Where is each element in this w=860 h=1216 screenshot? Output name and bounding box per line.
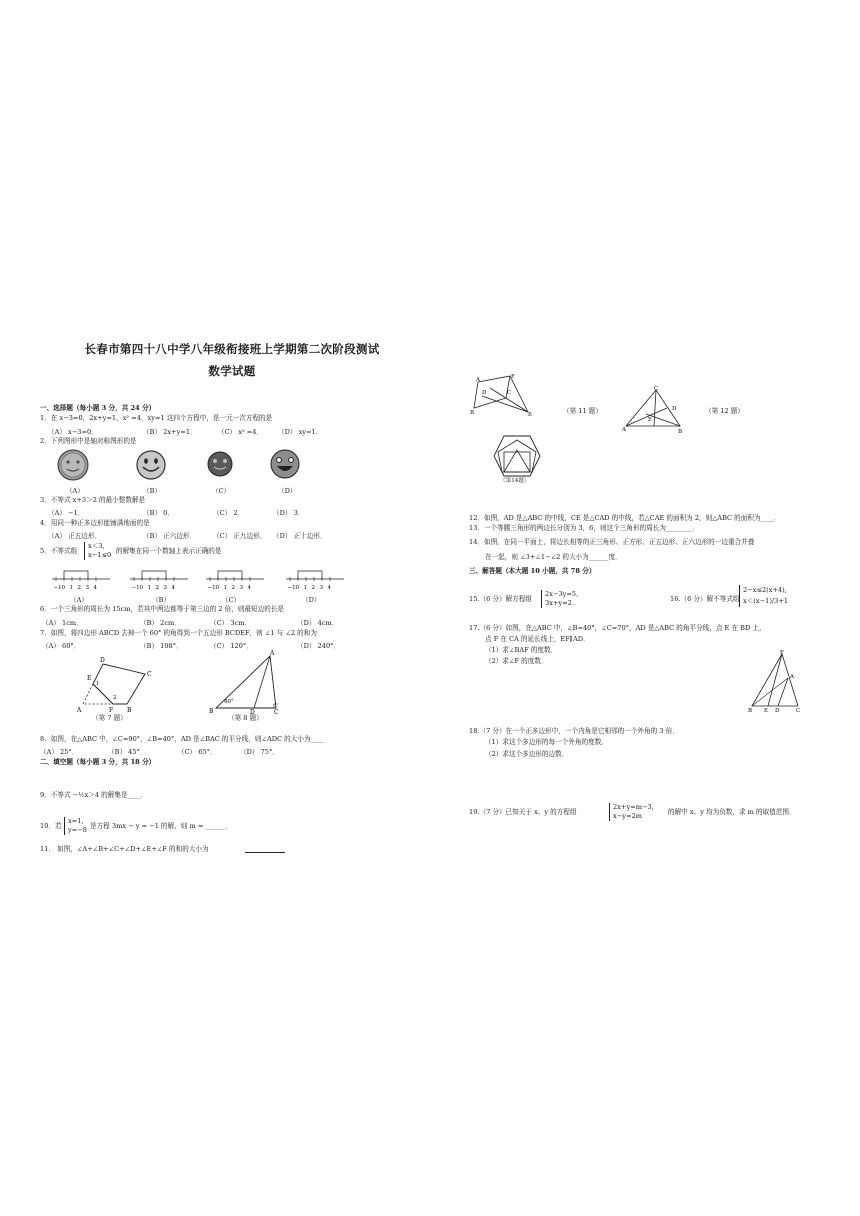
q5-tick-label-3-3: 2	[311, 585, 315, 591]
q5-tick-label-2-4: 3	[239, 585, 243, 591]
q7-figure	[75, 652, 165, 720]
q5-tick-label-3-5: 4	[327, 585, 331, 591]
q8-option-d: （D） 75°．	[240, 748, 279, 756]
q10-pre: 10．若	[40, 822, 62, 830]
q8-figure	[208, 650, 288, 714]
q16-sys-bottom: x＜(x−1)/3+1	[743, 597, 789, 605]
q12-text: 12．如图，AD 是△ABC 的中线，CE 是△CAD 的中线，若△CAE 的面积为 2，则△ABC 的面积为____．	[469, 514, 781, 522]
q7-angle-1: 1	[96, 681, 100, 687]
q5-tick-label-1-3: 2	[155, 585, 159, 591]
q18-line1: 18.（7 分）在一个正多边形中，一个内角是它相邻的一个外角的 3 倍．	[469, 727, 679, 735]
q10-sys-bottom: y=−8	[68, 826, 87, 834]
q5-tick-label-1-4: 3	[163, 585, 167, 591]
q7-pt-d: D	[100, 657, 105, 664]
fig17	[744, 648, 804, 714]
fig17-pt-d: D	[775, 708, 780, 714]
fig11-pt-a: A	[476, 377, 480, 383]
q3-stem: 3．不等式 x+3＞2 的最小整数解是	[40, 496, 146, 504]
q4-options	[48, 530, 348, 540]
q19-sys-bottom: x−y=2m	[613, 812, 642, 820]
q6-options	[42, 617, 362, 627]
q5-band-1	[142, 571, 166, 579]
q15-sys-bottom: 3x+y=2.	[545, 599, 574, 607]
q5-tick-label-0-1: 0	[61, 585, 65, 591]
q5-tick-label-3-1: 0	[295, 585, 299, 591]
q8-pt-c: C	[274, 709, 279, 714]
q6-option-a: （A） 1cm．	[42, 619, 83, 627]
q16-pre: 16.（6 分）解不等式组	[670, 595, 740, 603]
q5-label-b: （B）	[152, 596, 171, 604]
q5-sys-top: x＜3,	[88, 542, 105, 550]
q7-fig-caption: （第 7 题）	[92, 714, 127, 722]
q5-label-d: （D）	[302, 596, 321, 604]
q1-option-b: （B） 2x+y=1．	[143, 428, 197, 436]
fig12-pt-d: D	[672, 406, 677, 412]
q19-system	[609, 803, 654, 821]
q5-tick-label-2-3: 2	[231, 585, 235, 591]
q6-stem: 6．一个三角形的周长为 15cm，若其中两边都等于第三边的 2 倍，则最短边的长是	[40, 605, 285, 613]
q15-pre: 15.（6 分）解方程组	[469, 595, 532, 603]
q10-system	[64, 817, 87, 835]
q8-pt-b: B	[209, 708, 214, 714]
q5-stem-pre: 5．不等式组	[40, 547, 78, 555]
q5-tick-label-2-1: 0	[215, 585, 219, 591]
q4-option-a: （A） 正五边形．	[48, 532, 102, 540]
q7-option-c: （C） 120°．	[210, 642, 253, 650]
q17-line2: 点 F 在 CA 的延长线上，EF∥AD．	[485, 635, 590, 643]
fig12-pt-e: E	[648, 417, 653, 423]
q5-tick-label-1-5: 4	[171, 585, 175, 591]
q5-band-2	[218, 571, 242, 579]
q7-pt-c: C	[147, 671, 152, 678]
q2-label-d: （D）	[278, 487, 297, 495]
q8-fig-caption: （第 8 题）	[228, 714, 263, 722]
q7-option-b: （B） 108°．	[140, 642, 183, 650]
q2-label-a: （A）	[66, 487, 84, 495]
q5-tick-label-3-0: −1	[287, 585, 296, 591]
q7-option-d: （D） 240°．	[297, 642, 341, 650]
fig12	[620, 384, 690, 434]
q1-option-c: （C） x² =4．	[218, 428, 264, 436]
q5-tick-label-1-1: 0	[139, 585, 143, 591]
smiley-a-icon	[58, 450, 88, 480]
fig11-pt-b: B	[470, 410, 475, 416]
q5-stem	[40, 547, 77, 556]
fig14-caption: （第14题）	[500, 478, 530, 484]
q5-tick-label-0-3: 2	[77, 585, 81, 591]
q19-pre: 19.（7 分）已知关于 x、y 的方程组	[469, 808, 577, 816]
fig17-pt-c: C	[796, 708, 801, 714]
q6-option-d: （D） 4cm．	[297, 619, 339, 627]
q11-answer-blank	[245, 852, 285, 853]
q5-tick-label-2-2: 1	[223, 585, 227, 591]
q5-tick-label-0-0: −1	[53, 585, 62, 591]
q1-option-d: （D） xy=1．	[278, 428, 323, 436]
q5-band-3	[298, 571, 322, 579]
q17-sub2: （2）求∠F 的度数．	[485, 657, 548, 665]
q2-label-c: （C）	[212, 487, 231, 495]
fig17-pt-b: B	[748, 708, 753, 714]
q17-sub1: （1）求∠BAF 的度数．	[485, 646, 558, 654]
fig12-pt-a: A	[622, 427, 626, 433]
fig17-pt-a: A	[790, 674, 794, 680]
q10-post: 是方程 3mx − y = −1 的解，则 m = ______．	[90, 822, 232, 830]
q8-pt-a: A	[270, 650, 275, 657]
q5-tick-label-2-0: −1	[207, 585, 216, 591]
fig11-pt-e: E	[528, 412, 533, 418]
smiley-c-icon	[208, 452, 232, 476]
q4-stem: 4．用同一种正多边形能铺满地面的是	[40, 519, 150, 527]
section1-heading: 一、选择题（每小题 3 分，共 24 分）	[40, 404, 156, 412]
q5-label-a: （A）	[70, 596, 88, 604]
smiley-d-icon	[271, 450, 299, 478]
q3-option-d: （D） 3．	[273, 509, 305, 517]
section2-heading: 二、填空题（每小题 3 分，共 18 分）	[40, 758, 156, 766]
q11-text: 11． 如图，∠A+∠B+∠C+∠D+∠E+∠F 的和的大小为	[40, 845, 209, 853]
q18-sub1: （1）求这个多边形的每一个外角的度数．	[485, 738, 608, 746]
q17-line1: 17.（6 分）如图，在△ABC 中，∠B=40°，∠C=70°，AD 是△ABC 的角平分线，点 E 在 BD 上，	[469, 624, 766, 632]
q15-sys-top: 2x−3y=5,	[545, 590, 579, 598]
q2-figures	[55, 448, 315, 484]
q8-option-a: （A） 25°．	[40, 748, 79, 756]
q16-sys-top: 2−x≤2(x+4),	[743, 586, 787, 594]
section3-heading: 三、解答题（本大题 10 小题，共 78 分）	[469, 567, 596, 575]
page-title: 长春市第四十八中学八年级衔接班上学期第二次阶段测试	[84, 342, 380, 356]
q2-labels	[60, 485, 320, 495]
q5-tick-label-3-4: 3	[319, 585, 323, 591]
q16-system	[739, 585, 788, 607]
q8-options	[40, 746, 340, 756]
q5-label-c: （C）	[222, 596, 241, 604]
q1-option-a: （A） x−3=0．	[48, 428, 98, 436]
q8-angle-label: 40°	[224, 699, 234, 705]
page-subtitle: 数学试题	[208, 364, 256, 378]
q5-labels	[50, 594, 350, 604]
q19-post: 的解中 x、y 均为负数，求 m 的取值范围．	[668, 808, 796, 816]
q3-option-c: （C） 2．	[213, 509, 245, 517]
q6-option-c: （C） 3cm．	[210, 619, 252, 627]
fig12-pt-c: C	[654, 386, 659, 392]
q3-option-b: （B） 0．	[143, 509, 174, 517]
q5-tick-label-2-5: 4	[247, 585, 251, 591]
q5-system	[84, 542, 111, 560]
q7-options	[42, 640, 362, 650]
q5-tick-label-1-0: −1	[131, 585, 140, 591]
q4-option-c: （C） 正九边形．	[213, 532, 267, 540]
q14-line1: 14．如图，在同一平面上，将边长相等的正三角形、正方形、正五边形、正六边形的一边重合并叠	[469, 538, 755, 546]
q7-pt-b: B	[127, 707, 132, 714]
fig11-pt-c: C	[507, 390, 512, 396]
q5-stem-post: 的解集在同一个数轴上表示正确的是	[116, 547, 222, 555]
q5-tick-label-0-2: 1	[69, 585, 73, 591]
smiley-b-icon	[137, 451, 165, 479]
fig12-pt-b: B	[678, 429, 683, 434]
q8-option-c: （C） 65°．	[178, 748, 217, 756]
q7-pt-e: E	[87, 675, 92, 682]
q5-sys-bottom: x−1≤0	[88, 551, 112, 559]
q5-band-0	[64, 571, 88, 579]
q4-option-d: （D） 正十边形．	[273, 532, 327, 540]
q8-option-b: （B） 45°．	[108, 748, 147, 756]
q5-tick-label-1-2: 1	[147, 585, 151, 591]
q2-stem: 2．下列图形中是轴对称图形的是	[40, 437, 137, 445]
fig11-caption: （第 11 题）	[563, 407, 602, 415]
q6-option-b: （B） 2cm．	[140, 619, 181, 627]
q4-option-b: （B） 正六边形．	[143, 532, 197, 540]
q3-options	[48, 507, 348, 517]
q10-sys-top: x=1,	[68, 817, 84, 825]
fig12-caption: （第 12 题）	[705, 407, 744, 415]
q5-tick-label-0-4: 3	[85, 585, 89, 591]
fig11-pt-f: F	[511, 374, 515, 380]
q2-label-b: （B）	[143, 487, 162, 495]
q7-option-a: （A） 60°．	[42, 642, 81, 650]
q8-pt-d: D	[250, 709, 255, 714]
q7-pt-a: A	[77, 707, 82, 714]
q7-angle-2: 2	[113, 695, 117, 701]
q19-sys-top: 2x+y=m−3,	[613, 803, 654, 811]
q13-text: 13．一个等腰三角形的两边长分别为 3，6，则这个三角形的周长为________．	[469, 524, 699, 532]
fig11-pt-d: D	[482, 390, 487, 396]
fig17-pt-e: E	[764, 708, 769, 714]
q9-text: 9．不等式 −½x＞4 的解集是____．	[40, 791, 148, 799]
q5-tick-label-3-2: 1	[303, 585, 307, 591]
q18-sub2: （2）求这个多边形的边数．	[485, 750, 569, 758]
q5-number-lines	[50, 565, 350, 593]
fig11	[470, 372, 536, 418]
q5-tick-label-0-5: 4	[93, 585, 97, 591]
q3-option-a: （A） −1．	[48, 509, 85, 517]
q1-options	[48, 426, 378, 436]
q7-pt-f: F	[109, 707, 114, 714]
q8-stem: 8．如图，在△ABC 中，∠C=90°，∠B=40°，AD 是∠BAC 的平分线，则∠ADC 的大小为____	[40, 735, 324, 743]
q7-stem: 7．如图，将四边形 ABCD 去掉一个 60° 的角得到一个五边形 BCDEF，则 ∠1 与 ∠2 的和为	[40, 629, 317, 637]
fig17-pt-f: F	[780, 650, 784, 656]
q1-stem: 1．在 x−3=0，2x+y=1，x² =4，xy=1 这四个方程中，是一元一次方程的是	[40, 414, 273, 422]
q15-system	[541, 590, 578, 608]
q14-line2: 在一起，则 ∠3+∠1−∠2 的大小为______度．	[485, 553, 622, 561]
